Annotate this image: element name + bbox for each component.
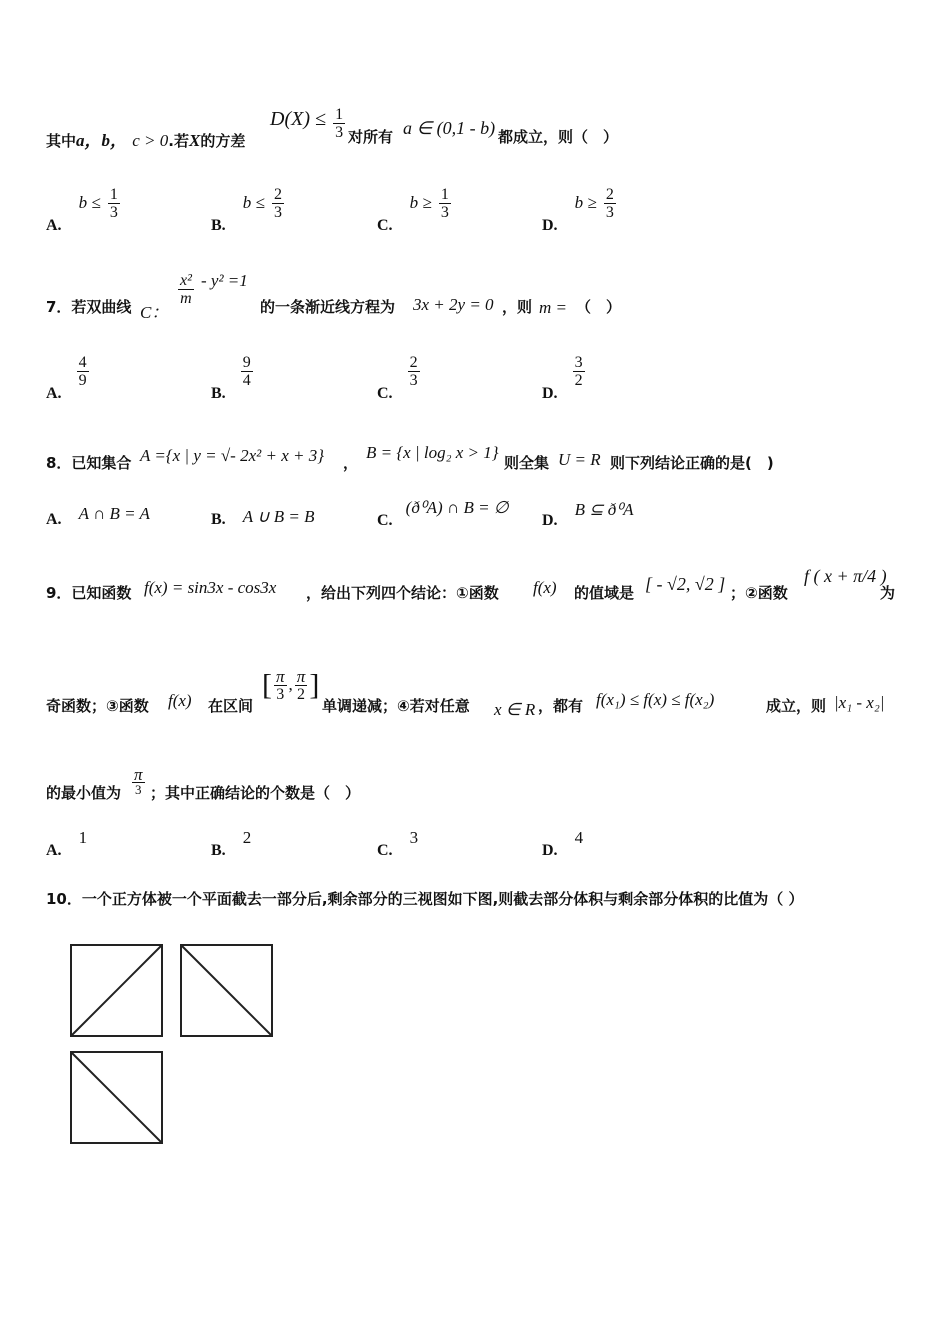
q9-number: 9．已知函数 — [46, 584, 132, 602]
option-letter: D. — [542, 512, 558, 529]
q9-interval-left-bracket: [ — [262, 668, 272, 702]
q9-text-10: 的最小值为 — [46, 784, 122, 802]
option-value: 2 — [242, 828, 252, 847]
q9-text-11: ；其中正确结论的个数是（ ） — [150, 784, 361, 802]
q7-tail: ，则 — [502, 298, 533, 316]
q7-hyperbola-eq — [176, 272, 248, 307]
option-num: 9 — [242, 354, 251, 371]
front-view-diagonal — [71, 945, 162, 1036]
q7-option-c[interactable] — [377, 354, 422, 402]
q9-text-7: 单调递减；④若对任意 — [322, 697, 470, 715]
q9-abs-diff: |x₁ - x₂| — [834, 693, 885, 712]
q6-forall-text: 对所有 — [348, 128, 394, 146]
option-letter: C. — [377, 512, 393, 529]
option-den: 3 — [109, 204, 118, 221]
q6-option-a[interactable] — [46, 186, 122, 234]
q9-fx-2: f(x) — [533, 578, 557, 597]
q6-stem — [46, 126, 245, 151]
q9-function: f(x) = sin3x - cos3x — [144, 578, 277, 597]
q6-option-d[interactable] — [542, 186, 618, 234]
q9-interval-comma: , — [288, 675, 293, 694]
q9-inequality: f(x₁) ≤ f(x) ≤ f(x₂) — [596, 690, 715, 709]
q6-mid: .若 — [168, 132, 189, 150]
q7-ask: m = — [539, 298, 567, 317]
q6-option-c[interactable] — [377, 186, 453, 234]
q9-fx-3: f(x) — [168, 691, 192, 710]
q6-prefix: 其中 — [46, 132, 77, 150]
q9-min-num: π — [134, 765, 143, 784]
option-value: 4 — [574, 828, 584, 847]
q9-option-a[interactable] — [46, 828, 88, 859]
q8-set-a: A ={x | y = √- 2x² + x + 3} — [140, 446, 325, 465]
q7-number: 7．若双曲线 — [46, 298, 132, 316]
q9-text-3: ；②函数 — [730, 584, 788, 602]
q9-min-frac — [130, 765, 147, 797]
q9-option-b[interactable] — [211, 828, 252, 859]
q8-option-c[interactable] — [377, 498, 509, 529]
q7-curve-name: C： — [140, 303, 169, 322]
three-views-figure — [68, 942, 278, 1147]
option-den: 3 — [605, 204, 614, 221]
q9-iv-a-den: 3 — [276, 686, 285, 703]
three-views-svg — [68, 942, 278, 1147]
option-letter: B. — [211, 385, 226, 402]
q9-text-5: 奇函数；③函数 — [46, 697, 149, 715]
q9-option-c[interactable] — [377, 828, 419, 859]
option-letter: B. — [211, 217, 226, 234]
side-view-diagonal — [181, 945, 272, 1036]
q9-text-8: ，都有 — [538, 697, 584, 715]
q6-variance-text: 的方差 — [200, 132, 246, 150]
option-den: 3 — [273, 204, 282, 221]
q7-option-a[interactable] — [46, 354, 91, 402]
q6-X: X — [188, 131, 201, 150]
q9-text-2: 的值域是 — [574, 584, 635, 602]
q7-option-d[interactable] — [542, 354, 587, 402]
q6-frac-num: 1 — [335, 106, 344, 123]
option-num: 3 — [574, 354, 583, 371]
option-letter: D. — [542, 842, 558, 859]
option-letter: C. — [377, 385, 393, 402]
q7-x2: x² — [180, 272, 192, 289]
q10-text: 10．一个正方体被一个平面截去一部分后,剩余部分的三视图如下图,则截去部分体积与剩余部分体积的比值为（ ） — [46, 890, 804, 908]
option-letter: A. — [46, 385, 62, 402]
option-den: 3 — [409, 372, 418, 389]
option-den: 3 — [440, 204, 449, 221]
option-den: 9 — [78, 372, 87, 389]
option-den: 4 — [242, 372, 251, 389]
option-letter: D. — [542, 385, 558, 402]
q9-x-in-r: x ∈ R — [494, 700, 536, 719]
q8-option-b[interactable] — [211, 507, 315, 527]
q9-range: [ - √2, √2 ] — [645, 574, 726, 594]
top-view-diagonal — [71, 1052, 162, 1143]
q8-number: 8．已知集合 — [46, 454, 132, 472]
q8-mid: 则全集 — [504, 454, 550, 472]
q9-text-4: 为 — [880, 584, 896, 602]
option-den: 2 — [574, 372, 583, 389]
q6-dx: D(X) ≤ — [270, 108, 326, 130]
q6-interval: a ∈ (0,1 - b) — [403, 118, 496, 138]
q9-iv-b-num: π — [296, 667, 306, 686]
q9-interval-right-bracket: ] — [309, 668, 320, 702]
option-num: 1 — [440, 186, 449, 203]
q9-min-den: 3 — [135, 782, 142, 797]
q6-vars: a，b， — [76, 131, 128, 150]
q7-paren: （ ） — [576, 298, 622, 316]
option-letter: B. — [211, 842, 226, 859]
option-expr: (ð⁰A) ∩ B = ∅ — [405, 498, 509, 517]
option-lhs: b ≤ — [242, 193, 265, 212]
q8-option-a[interactable] — [46, 504, 150, 528]
option-expr: A ∪ B = B — [242, 507, 315, 526]
option-num: 2 — [409, 354, 418, 371]
option-num: 2 — [273, 186, 282, 203]
q7-m: m — [180, 290, 192, 307]
option-letter: A. — [46, 217, 62, 234]
q8-option-d[interactable] — [542, 500, 634, 529]
option-letter: C. — [377, 842, 393, 859]
option-num: 1 — [109, 186, 118, 203]
option-lhs: b ≥ — [409, 193, 432, 212]
q8-tail: 则下列结论正确的是( ) — [610, 454, 774, 472]
q9-iv-b-den: 2 — [297, 686, 306, 703]
q9-iv-a-num: π — [276, 667, 285, 686]
q6-condition: c > 0 — [132, 131, 169, 150]
option-letter: B. — [211, 511, 226, 528]
option-value: 3 — [409, 828, 419, 847]
q9-text-6: 在区间 — [208, 697, 254, 715]
q9-text-9: 成立，则 — [766, 697, 827, 715]
q8-set-b: B = {x | log₂ x > 1} — [366, 443, 499, 462]
q6-fraction — [333, 106, 345, 141]
option-lhs: b ≤ — [78, 193, 101, 212]
option-num: 2 — [605, 186, 614, 203]
q6-forall — [348, 126, 393, 147]
option-lhs: b ≥ — [574, 193, 597, 212]
option-letter: A. — [46, 842, 62, 859]
q9-interval — [262, 668, 319, 703]
q6-variance-expr — [270, 100, 347, 141]
q7-rest: - y² =1 — [201, 271, 248, 290]
option-letter: C. — [377, 217, 393, 234]
q6-tail: 都成立，则（ ） — [498, 128, 619, 146]
option-letter: D. — [542, 217, 558, 234]
q8-comma: ， — [343, 454, 359, 472]
option-expr: A ∩ B = A — [78, 504, 150, 523]
q9-option-d[interactable] — [542, 828, 584, 859]
q7-mid: 的一条渐近线方程为 — [260, 298, 396, 316]
q9-shift: f ( x + π/4 ) — [804, 566, 887, 586]
option-value: 1 — [78, 828, 88, 847]
option-expr: B ⊆ ð⁰A — [574, 500, 634, 519]
q6-frac-den: 3 — [335, 124, 344, 141]
q7-option-b[interactable] — [211, 354, 255, 402]
q6-option-b[interactable] — [211, 186, 286, 234]
q7-asymptote: 3x + 2y = 0 — [413, 295, 494, 314]
option-num: 4 — [78, 354, 87, 371]
option-letter: A. — [46, 511, 62, 528]
q9-text-1: ，给出下列四个结论：①函数 — [306, 584, 499, 602]
q8-universal: U = R — [558, 450, 601, 469]
